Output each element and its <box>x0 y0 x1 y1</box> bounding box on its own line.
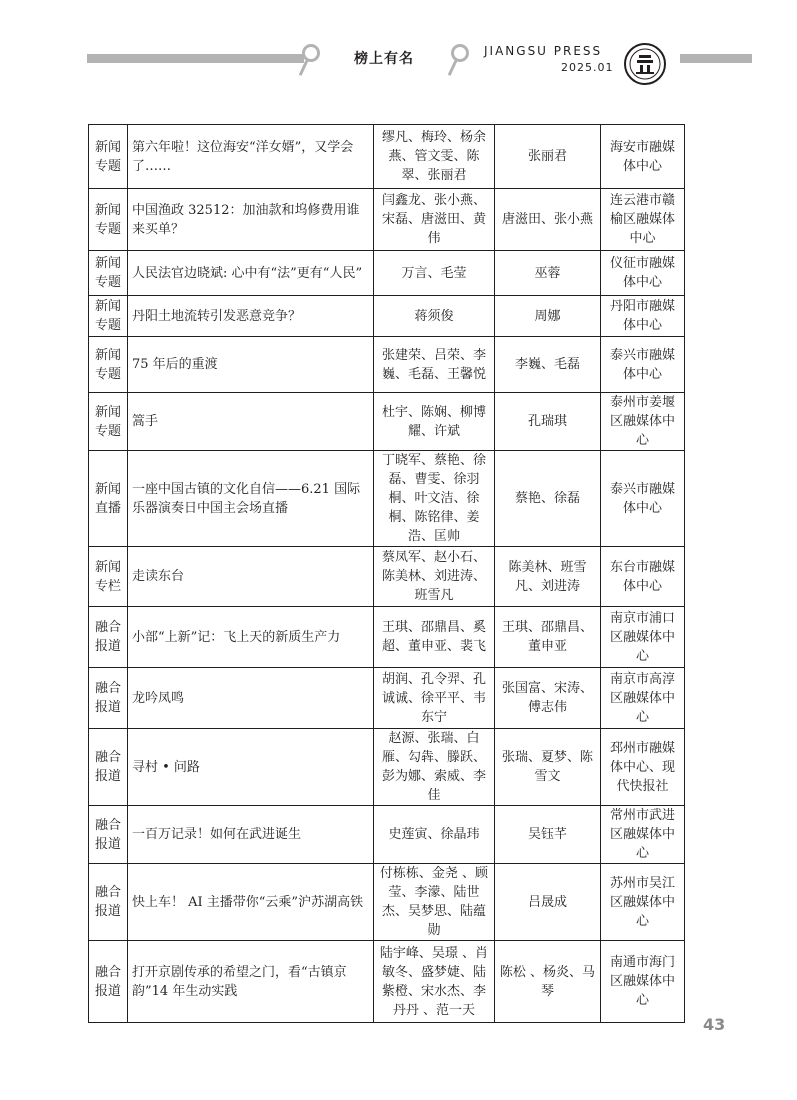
org-cell: 苏州市吴江区融媒体中心 <box>601 864 685 941</box>
org-cell: 南通市海门区融媒体中心 <box>601 941 685 1023</box>
table-row <box>89 607 685 668</box>
press-name: JIANGSU PRESS <box>484 44 603 58</box>
org-cell: 仪征市融媒体中心 <box>601 251 685 296</box>
title-cell: 篙手 <box>128 393 374 451</box>
authors-cell: 赵源、张瑞、白雁、勾犇、滕跃、彭为娜、索威、李佳 <box>374 729 495 806</box>
title-cell: 打开京剧传承的希望之门，看“古镇京韵”14 年生动实践 <box>128 941 374 1023</box>
org-cell: 泰州市姜堰区融媒体中心 <box>601 393 685 451</box>
authors-cell: 蒋须俊 <box>374 296 495 337</box>
issue-number: 2025.01 <box>561 61 614 74</box>
category-cell: 融合报道 <box>89 941 128 1023</box>
table-row <box>89 547 685 607</box>
header-bar-left <box>87 54 304 63</box>
table-row <box>89 451 685 547</box>
table-row <box>89 729 685 806</box>
title-cell: 中国渔政 32512：加油款和坞修费用谁来买单？ <box>128 189 374 251</box>
title-cell: 寻村 • 问路 <box>128 729 374 806</box>
title-cell: 人民法官边晓斌: 心中有“法”更有“人民” <box>128 251 374 296</box>
category-cell: 融合报道 <box>89 729 128 806</box>
category-cell: 新闻专题 <box>89 125 128 189</box>
authors-cell: 万言、毛莹 <box>374 251 495 296</box>
authors-cell: 陆宇峰、吴璟 、肖敏冬、盛梦婕、陆紫橙、宋水杰、李丹丹 、范一天 <box>374 941 495 1023</box>
editors-cell: 蔡艳、徐磊 <box>495 451 601 547</box>
title-cell: 小部“上新”记：飞上天的新质生产力 <box>128 607 374 668</box>
authors-cell: 王琪、邵鼎昌、奚超、董申亚、裴飞 <box>374 607 495 668</box>
awards-table <box>88 124 685 1023</box>
editors-cell: 张瑞、夏梦、陈雪文 <box>495 729 601 806</box>
category-cell: 融合报道 <box>89 864 128 941</box>
org-cell: 泰兴市融媒体中心 <box>601 451 685 547</box>
title-cell: 一百万记录！如何在武进诞生 <box>128 806 374 864</box>
editors-cell: 张国富、宋涛、傅志伟 <box>495 668 601 729</box>
editors-cell: 张丽君 <box>495 125 601 189</box>
editors-cell: 陈松 、杨炎、马琴 <box>495 941 601 1023</box>
editors-cell: 李巍、毛磊 <box>495 337 601 393</box>
org-cell: 南京市浦口区融媒体中心 <box>601 607 685 668</box>
authors-cell: 闫鑫龙、张小燕、宋磊、唐滋田、黄伟 <box>374 189 495 251</box>
org-cell: 泰兴市融媒体中心 <box>601 337 685 393</box>
editors-cell: 吕晟成 <box>495 864 601 941</box>
editors-cell: 王琪、邵鼎昌、董申亚 <box>495 607 601 668</box>
editors-cell: 陈美林、班雪凡、刘进涛 <box>495 547 601 607</box>
org-cell: 南京市高淳区融媒体中心 <box>601 668 685 729</box>
editors-cell: 唐滋田、张小燕 <box>495 189 601 251</box>
title-cell: 快上车！ AI 主播带你“云乘”沪苏湖高铁 <box>128 864 374 941</box>
ring-stem-decoration <box>448 60 457 76</box>
authors-cell: 杜宇、陈娴、柳博耀、许斌 <box>374 393 495 451</box>
editors-cell: 吴钰芊 <box>495 806 601 864</box>
authors-cell: 缪凡、梅玲、杨余燕、管文雯、陈翠、张丽君 <box>374 125 495 189</box>
category-cell: 融合报道 <box>89 806 128 864</box>
editors-cell: 巫蓉 <box>495 251 601 296</box>
title-cell: 丹阳土地流转引发恶意竞争？ <box>128 296 374 337</box>
table-row <box>89 189 685 251</box>
table-row <box>89 337 685 393</box>
authors-cell: 蔡凤军、赵小石、陈美林、刘进涛、班雪凡 <box>374 547 495 607</box>
category-cell: 融合报道 <box>89 607 128 668</box>
section-title: 榜上有名 <box>354 51 414 67</box>
category-cell: 新闻专栏 <box>89 547 128 607</box>
org-cell: 连云港市赣榆区融媒体中心 <box>601 189 685 251</box>
title-cell: 75 年后的重渡 <box>128 337 374 393</box>
editors-cell: 周娜 <box>495 296 601 337</box>
title-cell: 走读东台 <box>128 547 374 607</box>
title-cell: 一座中国古镇的文化自信——6.21 国际乐器演奏日中国主会场直播 <box>128 451 374 547</box>
category-cell: 新闻专题 <box>89 296 128 337</box>
category-cell: 新闻专题 <box>89 189 128 251</box>
table-row <box>89 864 685 941</box>
title-cell: 龙吟凤鸣 <box>128 668 374 729</box>
org-cell: 邳州市融媒体中心、现代快报社 <box>601 729 685 806</box>
editors-cell: 孔瑞琪 <box>495 393 601 451</box>
table-row <box>89 806 685 864</box>
org-cell: 常州市武进区融媒体中心 <box>601 806 685 864</box>
authors-cell: 史莲寅、徐晶玮 <box>374 806 495 864</box>
table-row <box>89 125 685 189</box>
category-cell: 新闻专题 <box>89 337 128 393</box>
authors-cell: 张建荣、吕荣、李巍、毛磊、王馨悦 <box>374 337 495 393</box>
title-cell: 第六年啦！这位海安“洋女婿”，又学会了…… <box>128 125 374 189</box>
authors-cell: 丁晓军、蔡艳、徐磊、曹雯、徐羽桐、叶文洁、徐桐、陈铭律、姜浩、匡帅 <box>374 451 495 547</box>
org-cell: 海安市融媒体中心 <box>601 125 685 189</box>
org-cell: 东台市融媒体中心 <box>601 547 685 607</box>
press-seal-icon <box>623 42 667 86</box>
org-cell: 丹阳市融媒体中心 <box>601 296 685 337</box>
table-row <box>89 251 685 296</box>
authors-cell: 付栋栋、金尧 、顾莹、李濛、陆世杰、吴梦思、陆蕴勋 <box>374 864 495 941</box>
page-number: 43 <box>703 1015 726 1034</box>
table-row <box>89 296 685 337</box>
table-row <box>89 393 685 451</box>
category-cell: 新闻直播 <box>89 451 128 547</box>
category-cell: 新闻专题 <box>89 393 128 451</box>
category-cell: 新闻专题 <box>89 251 128 296</box>
category-cell: 融合报道 <box>89 668 128 729</box>
table-row <box>89 668 685 729</box>
header-bar-right <box>680 54 752 63</box>
table-row <box>89 941 685 1023</box>
authors-cell: 胡润、孔令羿、孔诚诚、徐平平、韦东宁 <box>374 668 495 729</box>
